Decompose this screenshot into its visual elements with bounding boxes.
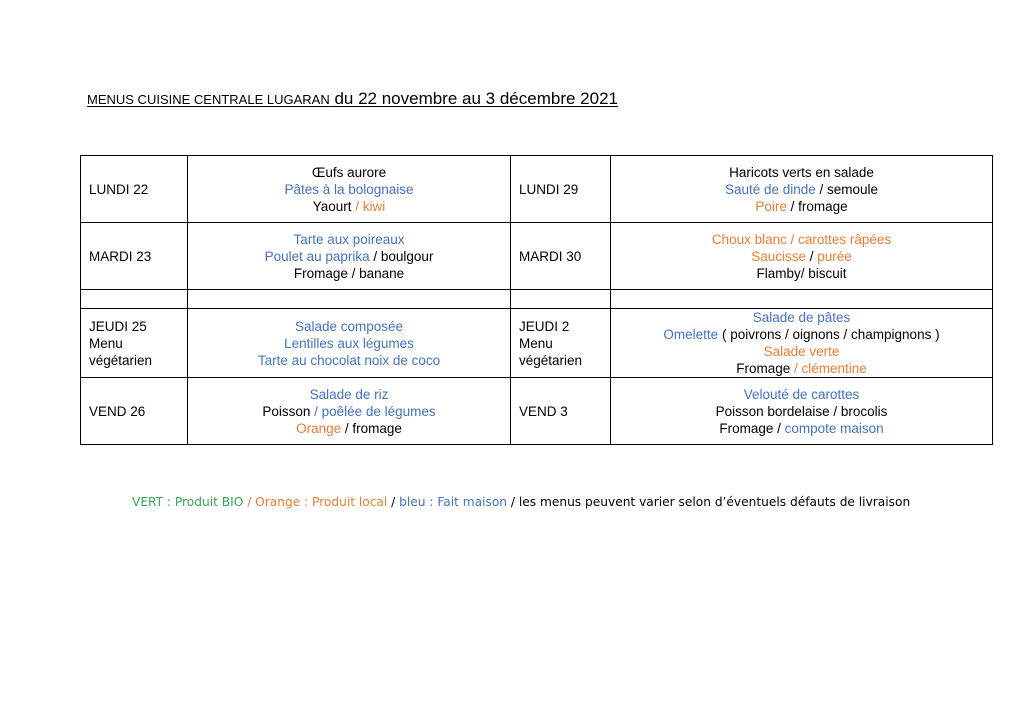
dish-text: Choux blanc / carottes râpées	[711, 231, 892, 247]
dish-line	[196, 403, 502, 420]
table-row	[81, 156, 993, 223]
day-cell	[81, 309, 188, 378]
legend-text: /	[387, 495, 400, 509]
dish-text: compote maison	[784, 420, 884, 436]
dish-text: Fromage /	[719, 420, 785, 436]
day-label: MARDI 30	[519, 248, 582, 264]
dish-line	[619, 164, 984, 181]
dish-text: Sauté de dinde	[724, 181, 816, 197]
title-dates: du 22 novembre au 3 décembre 2021	[329, 89, 618, 108]
day-label: JEUDI 2	[519, 318, 570, 334]
day-cell	[81, 378, 188, 445]
dish-text: Haricots verts en salade	[729, 164, 874, 180]
day-label: VEND 26	[89, 403, 146, 419]
day-cell	[511, 309, 611, 378]
menu-cell	[188, 223, 511, 290]
dish-text: purée	[817, 248, 852, 264]
day-cell	[81, 223, 188, 290]
dish-text: / fromage	[786, 198, 848, 214]
dish-text: / semoule	[815, 181, 879, 197]
day-label: JEUDI 25	[89, 318, 147, 334]
menu-cell	[611, 378, 993, 445]
dish-text: Salade composée	[294, 318, 404, 334]
dish-text: Velouté de carottes	[743, 386, 860, 402]
day-label: VEND 3	[519, 403, 568, 419]
dish-line	[196, 420, 502, 437]
day-cell	[511, 378, 611, 445]
legend-text: bleu : Fait maison	[399, 495, 508, 509]
dish-line	[196, 164, 502, 181]
dish-text: Poisson	[262, 403, 311, 419]
dish-text: /	[805, 248, 818, 264]
dish-text: Pâtes à la bolognaise	[284, 181, 414, 197]
empty-row	[81, 290, 993, 309]
menu-cell	[611, 156, 993, 223]
dish-line	[619, 360, 984, 377]
dish-line	[196, 318, 502, 335]
empty-cell	[81, 290, 188, 309]
dish-line	[619, 265, 984, 282]
menu-cell	[188, 378, 511, 445]
day-label: végétarien	[89, 352, 153, 368]
dish-line	[196, 181, 502, 198]
dish-line	[619, 181, 984, 198]
dish-text: Poisson bordelaise / brocolis	[715, 403, 888, 419]
dish-line	[619, 403, 984, 420]
dish-line	[619, 231, 984, 248]
day-cell	[81, 156, 188, 223]
dish-text: Salade verte	[763, 344, 840, 359]
dish-text: Poire	[755, 198, 787, 214]
table-row	[81, 223, 993, 290]
dish-text: Tarte aux poireaux	[293, 231, 405, 247]
color-legend	[132, 495, 910, 509]
dish-line	[619, 248, 984, 265]
dish-line	[196, 231, 502, 248]
table-row	[81, 378, 993, 445]
menu-cell	[188, 156, 511, 223]
dish-line	[196, 352, 502, 369]
menu-cell	[611, 309, 993, 378]
dish-text: Fromage	[736, 361, 791, 376]
dish-text: Saucisse	[751, 248, 806, 264]
dish-line	[196, 198, 502, 215]
menu-cell	[611, 223, 993, 290]
empty-cell	[188, 290, 511, 309]
day-cell	[511, 156, 611, 223]
dish-text: Salade de pâtes	[752, 310, 851, 325]
dish-text: Lentilles aux légumes	[284, 335, 414, 351]
dish-text: /	[790, 361, 802, 376]
menu-table	[80, 155, 993, 445]
dish-text: / fromage	[341, 420, 402, 436]
dish-text: Salade de riz	[309, 386, 389, 402]
dish-text: Tarte au chocolat noix de coco	[257, 352, 441, 368]
dish-line	[619, 326, 984, 343]
day-label: Menu	[89, 335, 123, 351]
day-label: MARDI 23	[89, 248, 152, 264]
dish-text: Fromage / banane	[293, 265, 405, 281]
dish-line	[619, 198, 984, 215]
dish-line	[619, 386, 984, 403]
dish-line	[619, 420, 984, 437]
dish-line	[196, 335, 502, 352]
legend-text: VERT : Produit BIO	[132, 495, 248, 509]
dish-text: Flamby/ biscuit	[756, 265, 847, 281]
dish-text: Poulet au paprika	[264, 248, 370, 264]
day-label: LUNDI 29	[519, 181, 579, 197]
dish-text: Yaourt	[312, 198, 352, 214]
day-label: LUNDI 22	[89, 181, 149, 197]
title-org: MENUS CUISINE CENTRALE LUGARAN	[87, 92, 330, 107]
dish-text: / poêlée de légumes	[310, 403, 436, 419]
empty-cell	[511, 290, 611, 309]
dish-text: / boulgour	[369, 248, 434, 264]
dish-text: Orange	[296, 420, 342, 436]
dish-line	[196, 386, 502, 403]
dish-text: Omelette	[663, 327, 719, 342]
dish-text: Œufs aurore	[311, 164, 387, 180]
empty-cell	[611, 290, 993, 309]
page-title	[87, 89, 618, 109]
table-row	[81, 309, 993, 378]
dish-line	[196, 248, 502, 265]
dish-line	[619, 309, 984, 326]
dish-text: / kiwi	[351, 198, 386, 214]
day-label: Menu	[519, 335, 553, 351]
legend-text: / les menus peuvent varier selon d’éventuels défauts de livraison	[507, 495, 911, 509]
dish-line	[196, 265, 502, 282]
dish-text: clémentine	[801, 361, 867, 376]
dish-line	[619, 343, 984, 360]
day-label: végétarien	[519, 352, 583, 368]
legend-text: / Orange : Produit local	[247, 495, 388, 509]
dish-text: ( poivrons / oignons / champignons )	[718, 327, 940, 342]
menu-cell	[188, 309, 511, 378]
day-cell	[511, 223, 611, 290]
